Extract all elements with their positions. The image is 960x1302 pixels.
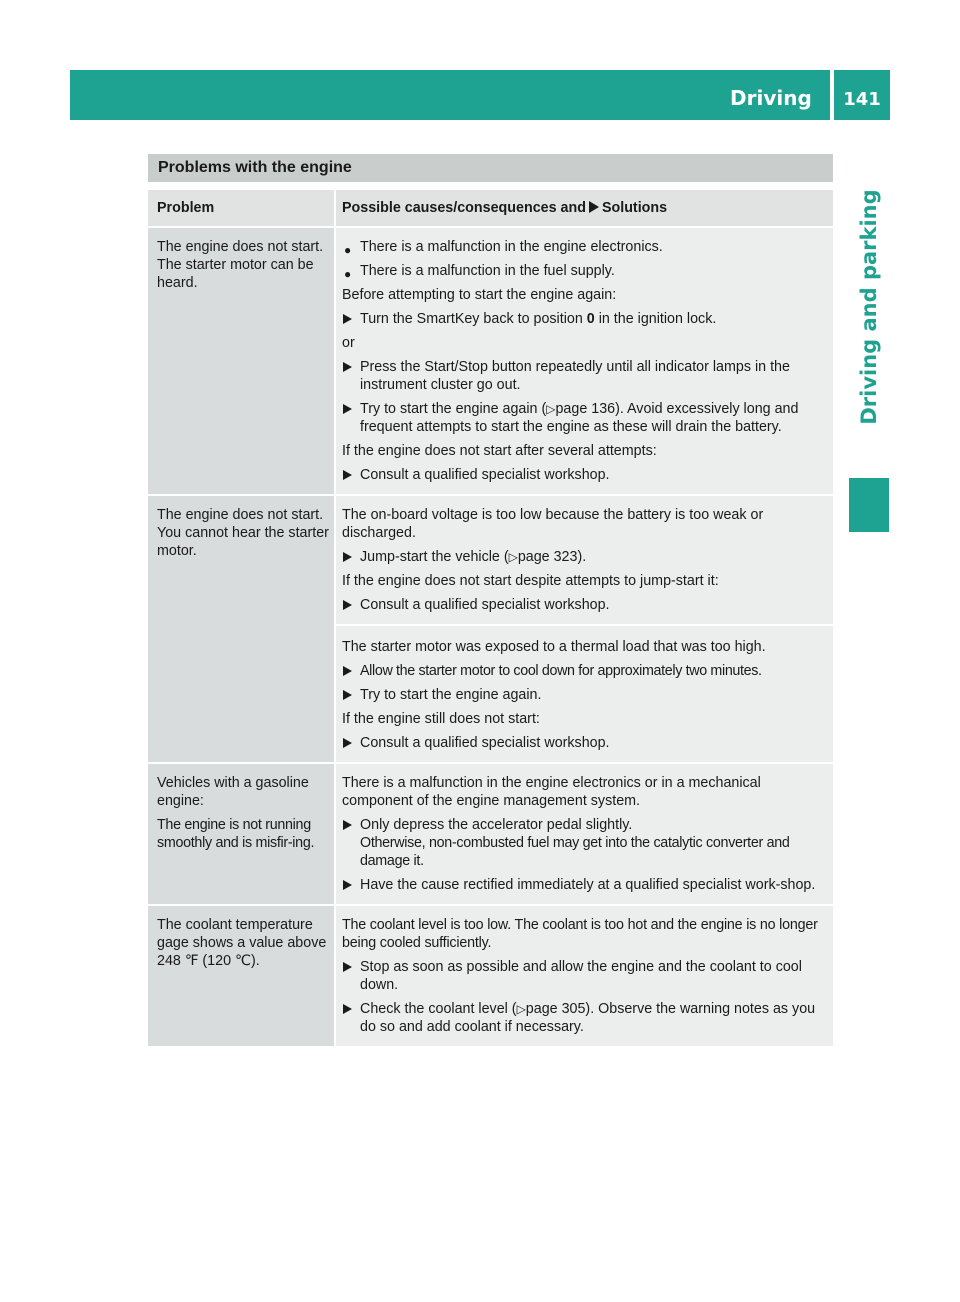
page-ref-icon: ▷ [508,550,518,564]
action-arrow-icon [343,314,352,324]
column-header-problem: Problem [148,190,336,226]
list-item: Consult a qualified specialist workshop. [342,596,827,614]
list-item: Turn the SmartKey back to position 0 in the ignition lock. [342,310,827,328]
paragraph: If the engine does not start despite attempts to jump-start it: [342,573,719,589]
action-arrow-icon [343,738,352,748]
column-header-solutions-a: Possible causes/consequences and [342,200,586,216]
table-row [148,906,833,1046]
list-item: Try to start the engine again (▷page 136). Avoid excessively long and frequent attempts to start the engine as these will drain the battery. [342,400,827,436]
solution-block [342,506,827,624]
side-tab-label: Driving and parking [857,189,881,425]
action-arrow-icon [343,690,352,700]
action-arrow-icon [343,362,352,372]
list-item: Allow the starter motor to cool down for approximately two minutes. [342,662,827,680]
header-band [70,70,830,120]
action-arrow-icon [343,962,352,972]
table-row [148,496,833,762]
problems-table [148,190,833,1046]
list-item: Have the cause rectified immediately at a qualified specialist work-shop. [342,876,827,894]
list-item: Consult a qualified specialist workshop. [342,466,827,484]
problem-cell: The engine does not start. The starter motor can be heard. [148,228,336,494]
problem-cell [148,764,336,904]
page-ref-icon: ▷ [546,402,556,416]
list-item: ● There is a malfunction in the engine electronics. [344,239,663,257]
column-header-solutions [336,190,833,226]
side-tab [849,140,889,474]
section-title: Problems with the engine [148,154,833,182]
paragraph: If the engine still does not start: [342,711,540,727]
action-arrow-icon [343,600,352,610]
solution-cell [336,764,833,904]
table-row [148,228,833,494]
bullet-icon: ● [344,243,352,257]
paragraph: Before attempting to start the engine again: [342,287,617,303]
page-ref-icon: ▷ [516,1002,526,1016]
list-item: Press the Start/Stop button repeatedly until all indicator lamps in the instrument cluster go out. [342,358,827,394]
list-item: ● There is a malfunction in the fuel supply. [344,263,615,281]
action-arrow-icon [589,201,599,213]
paragraph: The engine is not running smoothly and is misfir-ing. [157,817,315,851]
bullet-icon: ● [344,267,352,281]
side-tab-marker [849,478,889,532]
column-header-solutions-b: Solutions [601,200,668,216]
action-arrow-icon [343,1004,352,1014]
table-row [148,764,833,904]
solution-cell [336,228,833,494]
problem-cell: The engine does not start. You cannot hear the starter motor. [148,496,336,762]
list-item: Stop as soon as possible and allow the engine and the coolant to cool down. [342,958,827,994]
paragraph: The starter motor was exposed to a thermal load that was too high. [342,639,766,655]
action-arrow-icon [343,666,352,676]
problems-section [148,154,833,1046]
paragraph: There is a malfunction in the engine electronics or in a mechanical component of the engine management system. [342,775,761,809]
table-header-row [148,190,833,226]
list-item: Consult a qualified specialist workshop. [342,734,827,752]
solution-cell [336,496,833,762]
action-arrow-icon [343,470,352,480]
paragraph: The coolant level is too low. The coolant is too hot and the engine is no longer being cooled sufficiently. [342,917,818,951]
header-section-title: Driving [730,86,812,110]
paragraph: or [342,335,355,351]
list-item: Only depress the accelerator pedal slightly. Otherwise, non-combusted fuel may get into the catalytic converter and damage it. [342,816,827,870]
list-item: Check the coolant level (▷page 305). Observe the warning notes as you do so and add coolant if necessary. [342,1000,827,1036]
list-item: Jump-start the vehicle (▷page 323). [342,548,827,566]
solution-block [342,626,827,752]
paragraph: The on-board voltage is too low because the battery is too weak or discharged. [342,507,764,541]
solution-cell [336,906,833,1046]
paragraph: If the engine does not start after several attempts: [342,443,657,459]
action-arrow-icon [343,552,352,562]
action-arrow-icon [343,880,352,890]
list-item: Try to start the engine again. [342,686,827,704]
action-arrow-icon [343,404,352,414]
problem-cell: The coolant temperature gage shows a value above 248 ℉ (120 ℃). [148,906,336,1046]
paragraph: Vehicles with a gasoline engine: [157,775,309,809]
action-arrow-icon [343,820,352,830]
page-number: 141 [834,70,890,120]
